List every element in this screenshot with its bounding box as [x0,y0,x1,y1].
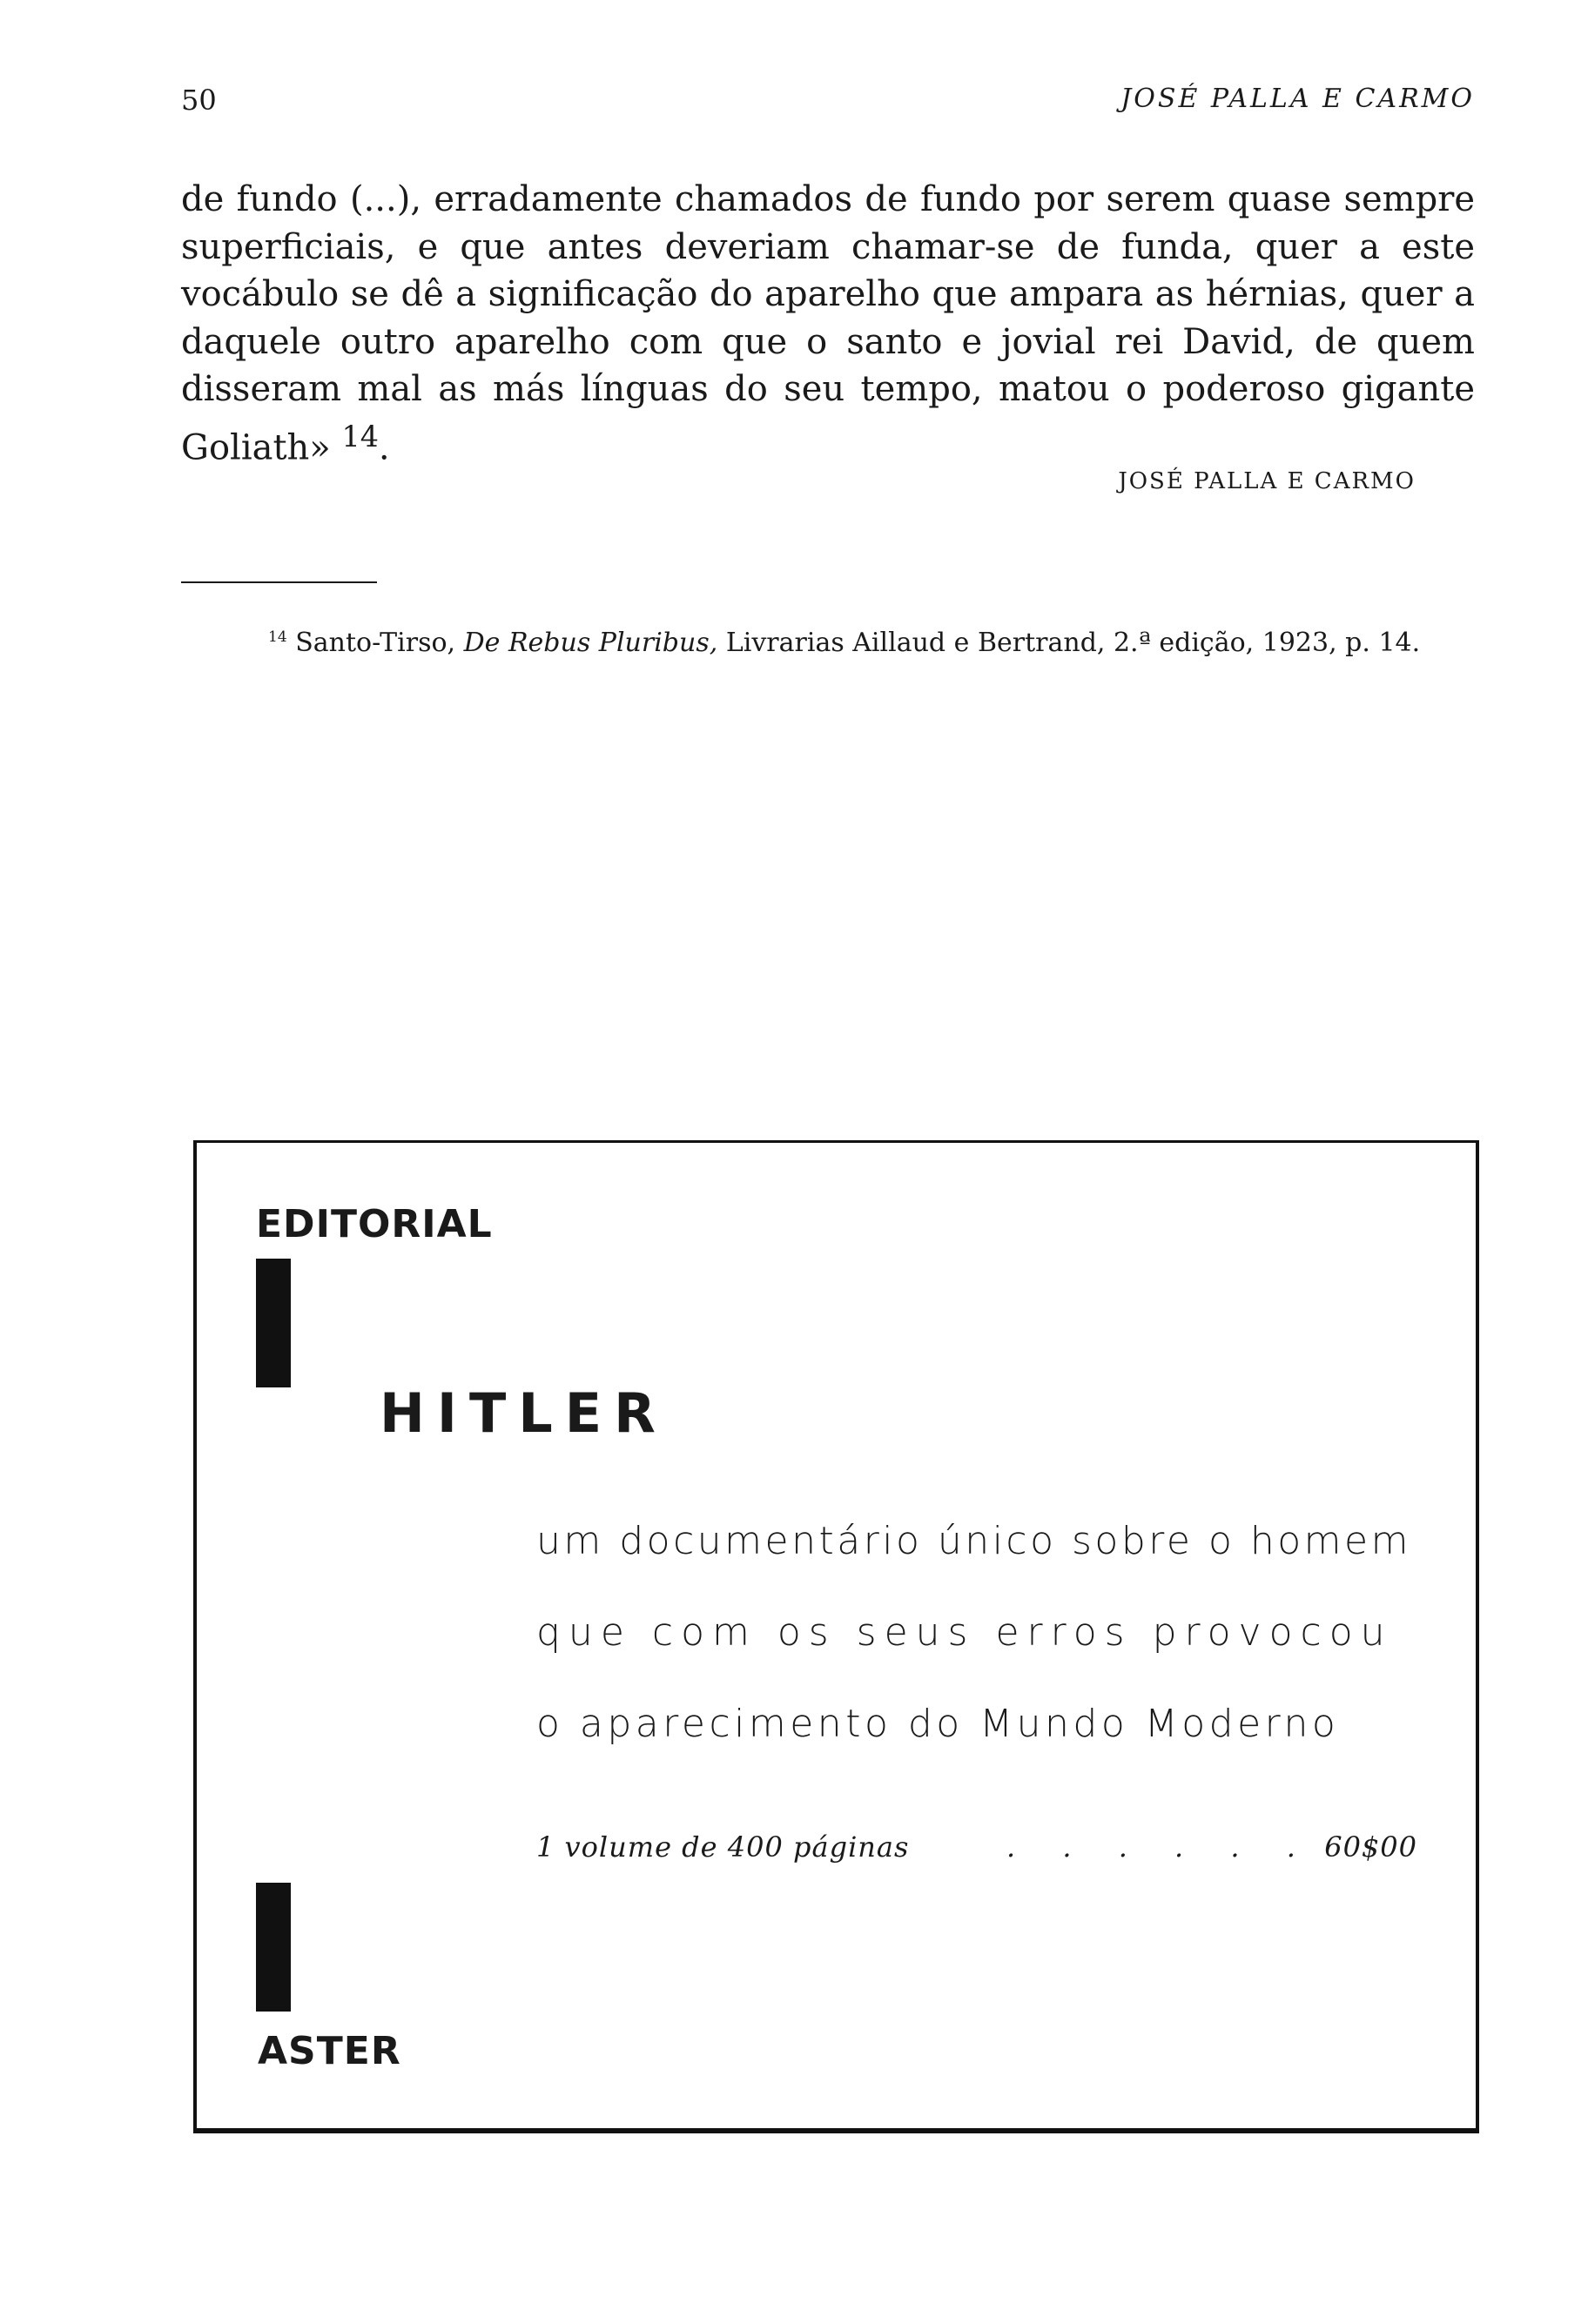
running-head: JOSÉ PALLA E CARMO [1120,84,1475,114]
footnote [181,620,1475,661]
volume-price-row [536,1830,1417,1865]
footnote-reference[interactable]: 14 [341,419,379,453]
footnote-author: Santo-Tirso, [295,628,456,658]
paragraph-end: . [378,427,390,467]
decorative-bar-bottom [256,1883,291,2012]
page-header [181,84,1475,127]
paragraph-text: de fundo (...), erradamente chamados de fundo por serem quase sempre superficiais, e que antes deveriam chamar-se de funda, quer a este vocábulo se dê a significação do aparelho que ampara as hérnias, quer a daquele outro aparelho com que o santo e jovial rei David, de quem disseram mal as más línguas do seu tempo, matou o poderoso gigante Goliath» [181,179,1475,467]
footnote-book-title: De Rebus Pluribus, [463,628,718,658]
footnote-divider [181,581,377,583]
book-description [536,1519,1417,1793]
body-paragraph [181,176,1475,471]
volume-info: 1 volume de 400 páginas [536,1830,910,1864]
decorative-bar-top [256,1259,291,1387]
book-title: HITLER [380,1381,668,1445]
dot-leader: . . . . . . [1006,1830,1315,1864]
publisher-name-bottom: ASTER [258,2029,401,2073]
description-line: o aparecimento do Mundo Moderno [536,1702,1340,1746]
footnote-publication: Livrarias Aillaud e Bertrand, 2.ª edição, 1923, p. 14. [725,628,1421,658]
footnote-number: 14 [268,628,287,646]
advertisement-box [193,1140,1479,2133]
description-line: um documentário único sobre o homem [536,1519,1411,1563]
description-line: que com os seus erros provocou [536,1610,1393,1655]
publisher-name-top: EDITORIAL [256,1202,493,1246]
price: 60$00 [1324,1830,1417,1864]
author-signature: JOSÉ PALLA E CARMO [1118,468,1416,494]
page-number: 50 [181,84,217,117]
